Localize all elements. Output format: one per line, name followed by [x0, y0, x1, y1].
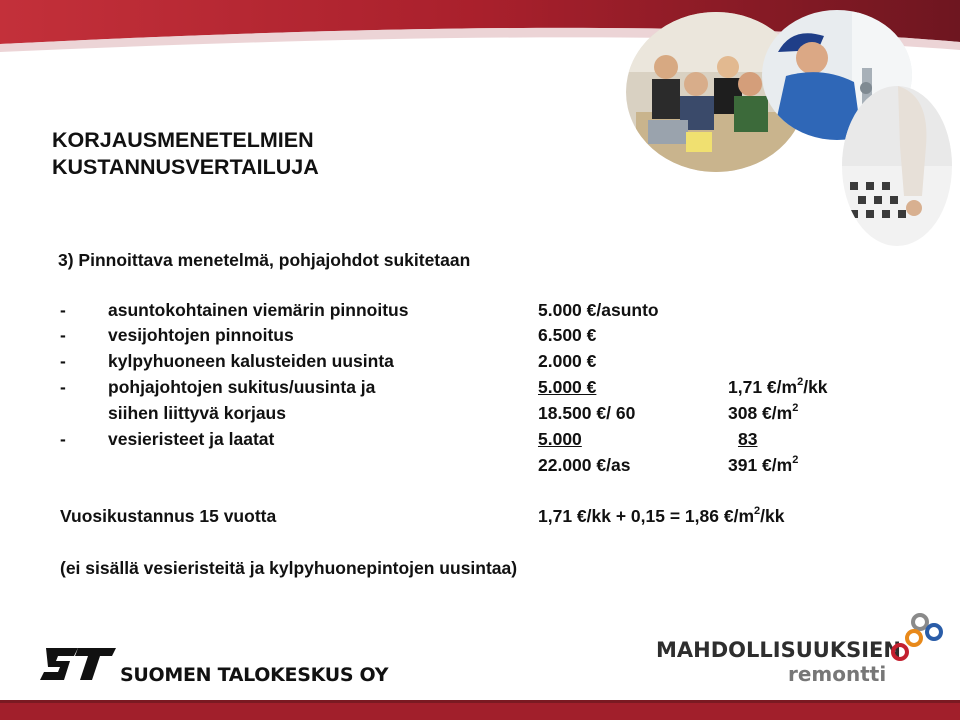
row-label: pohjajohtojen sukitus/uusinta ja [108, 377, 376, 397]
row-cost: 6.500 € [538, 325, 597, 345]
row-label: asuntokohtainen viemärin pinnoitus [108, 300, 409, 320]
annual-value-superscript: 2 [754, 505, 761, 518]
row-cost: 2.000 € [538, 351, 597, 371]
per-m2-value: 1,71 €/m [728, 377, 798, 397]
row-dash: - [60, 429, 66, 449]
mr-logo-title: MAHDOLLISUUKSIEN [656, 638, 901, 662]
row-cost: 22.000 €/as [538, 455, 631, 475]
st-logo-text: SUOMEN TALOKESKUS OY [120, 664, 389, 686]
row-per-m2 [728, 455, 798, 476]
row-label: kylpyhuoneen kalusteiden uusinta [108, 351, 394, 371]
annual-cost-value [538, 506, 784, 527]
per-m2-value: 391 €/m [728, 455, 793, 475]
section-heading: 3) Pinnoittava menetelmä, pohjajohdot sukitetaan [58, 250, 471, 270]
annual-value-suffix: /kk [760, 506, 785, 526]
row-per-m2 [728, 403, 798, 424]
row-per-m2 [728, 377, 828, 398]
per-m2-superscript: 2 [797, 376, 804, 389]
row-per-m2: 83 [738, 429, 758, 449]
footer-band [0, 700, 960, 720]
annual-value-text: 1,71 €/kk + 0,15 = 1,86 €/m [538, 506, 755, 526]
slide-title [52, 127, 319, 181]
row-dash: - [60, 325, 66, 345]
per-m2-value: 308 €/m [728, 403, 793, 423]
per-m2-superscript: 2 [792, 454, 799, 467]
per-m2-suffix: /kk [803, 377, 828, 397]
mr-logo-subtitle: remontti [788, 662, 887, 686]
bathroom-photo [842, 86, 952, 246]
annual-cost-label: Vuosikustannus 15 vuotta [60, 506, 277, 526]
row-cost: 5.000 € [538, 377, 597, 397]
rings-icon [890, 612, 946, 668]
row-dash: - [60, 351, 66, 371]
footnote: (ei sisällä vesieristeitä ja kylpyhuonepintojen uusintaa) [60, 558, 518, 578]
row-dash: - [60, 300, 66, 320]
row-label: vesieristeet ja laatat [108, 429, 275, 449]
suomen-talokeskus-logo [38, 644, 428, 692]
row-cost: 18.500 €/ 60 [538, 403, 636, 423]
per-m2-superscript: 2 [792, 402, 799, 415]
row-cost: 5.000 €/asunto [538, 300, 659, 320]
row-label: siihen liittyvä korjaus [108, 403, 286, 423]
row-cost: 5.000 [538, 429, 582, 449]
title-line-2: KUSTANNUSVERTAILUJA [52, 155, 319, 179]
title-line-1: KORJAUSMENETELMIEN [52, 128, 314, 152]
mahdollisuuksien-remontti-logo [656, 612, 946, 692]
row-label: vesijohtojen pinnoitus [108, 325, 294, 345]
row-dash: - [60, 377, 66, 397]
st-logo-mark [38, 644, 118, 688]
